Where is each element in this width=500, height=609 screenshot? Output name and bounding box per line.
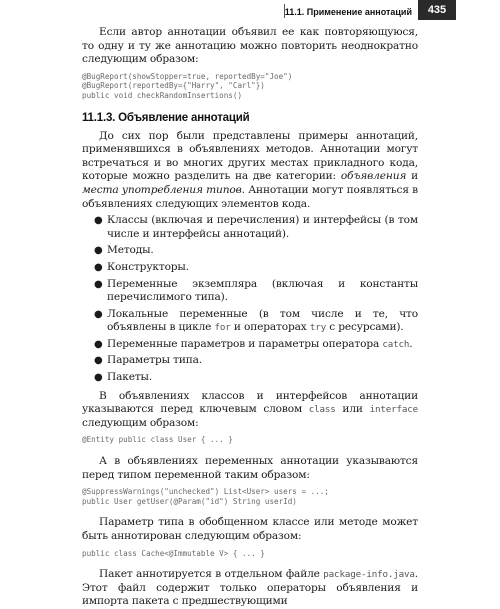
header-divider — [284, 4, 285, 18]
inline-code: try — [309, 322, 326, 334]
page-number: 435 — [418, 0, 456, 20]
code-line: @Entity public class User { ... } — [82, 435, 233, 445]
inline-code: catch — [382, 338, 410, 350]
list-item — [82, 261, 418, 275]
text-run: До сих пор были представлены примеры аннотаций, применявшихся в объявлениях методов. Аннотации могут встречаться и во многих других местах прикладного кода, которые можно разделить на две категории: — [82, 129, 418, 183]
section-title: 11.1.3. Объявление аннотаций — [82, 111, 250, 124]
bullet-icon: ● — [94, 355, 103, 367]
code-line: @BugReport(reportedBy={"Harry", "Carl"}) — [82, 81, 265, 91]
bullet-icon: ● — [94, 308, 103, 320]
paragraph-variable-annotations: А в объявлениях переменных аннотации указываются перед типом переменной таким образом: — [82, 455, 418, 481]
code-block-cache — [82, 549, 418, 559]
inline-code: interface — [369, 404, 418, 416]
page-body — [82, 26, 418, 609]
paragraph-annotation-places — [82, 130, 418, 212]
paragraph-type-parameter: Параметр типа в обобщенном классе или методе может быть аннотирован следующим образом: — [82, 516, 418, 542]
inline-code: package-info.java — [323, 569, 415, 581]
list-item-text: Переменные параметров и параметры оператора — [107, 337, 383, 350]
paragraph-package-annotations — [82, 568, 418, 609]
bullet-icon: ● — [94, 338, 103, 350]
list-item — [82, 278, 418, 305]
declarations-list — [82, 214, 418, 385]
running-header-section: 11.1. Применение аннотаций — [284, 7, 412, 17]
paragraph-class-annotations — [82, 390, 418, 431]
list-item — [82, 338, 418, 352]
list-item — [82, 354, 418, 368]
bullet-icon: ● — [94, 245, 103, 257]
code-line: @BugReport(showStopper=true, reportedBy="Joe") — [82, 71, 293, 81]
list-item-text: и операторах — [230, 321, 310, 334]
bullet-icon: ● — [94, 372, 103, 384]
paragraph-repeatable-annotation: Если автор аннотации объявил ее как повторяющуюся, то одну и ту же аннотацию можно повторить неоднократно следующим образом: — [82, 26, 418, 66]
bullet-icon: ● — [94, 261, 103, 273]
text-run: следующим образом: — [82, 416, 199, 429]
list-item-text: с ресурсами). — [326, 321, 404, 334]
list-item-text: Пакеты. — [107, 371, 153, 384]
list-item-text: Локальные переменные (в том числе и те, что объявлены в цикле — [107, 307, 418, 334]
emphasis-declarations: объявления — [340, 170, 407, 183]
text-run: Пакет аннотируется в отдельном файле — [99, 568, 324, 581]
bullet-icon: ● — [94, 278, 103, 290]
list-item — [82, 371, 418, 385]
list-item-text: Методы. — [107, 244, 154, 257]
text-run: или — [335, 403, 370, 416]
text-run: В объявлениях классов и интерфейсов аннотации указываются перед ключевым словом — [82, 389, 418, 416]
code-block-suppress-warnings — [82, 487, 418, 506]
list-item — [82, 214, 418, 241]
list-item-text: Параметры типа. — [107, 354, 203, 367]
code-line: public void checkRandomInsertions() — [82, 90, 243, 100]
inline-code: class — [308, 404, 336, 416]
list-item-text: Переменные экземпляра (включая и константы перечислимого типа). — [107, 277, 418, 304]
text-run: . Этот файл содержит только операторы объявления и импорта пакета с предшествующими — [82, 568, 418, 608]
emphasis-type-uses: места употребления типов — [82, 183, 242, 196]
list-item-text: . — [409, 337, 413, 350]
list-item-text: Конструкторы. — [107, 260, 189, 273]
list-item-text: Классы (включая и перечисления) и интерфейсы (в том числе и интерфейсы аннотаций). — [107, 214, 418, 240]
code-block-entity — [82, 435, 418, 445]
code-line: public class Cache<@Immutable V> { ... } — [82, 548, 265, 558]
bullet-icon: ● — [94, 215, 103, 227]
code-block-bugreport — [82, 72, 418, 101]
inline-code: for — [214, 322, 231, 334]
text-run: . Аннотации могут появляться в объявлениях следующих элементов кода. — [82, 183, 418, 210]
code-line: @SuppressWarnings("unchecked") List<User> users = ...; — [82, 487, 329, 497]
text-run: и — [406, 170, 418, 183]
list-item — [82, 308, 418, 335]
code-line: public User getUser(@Param("id") String userId) — [82, 496, 297, 506]
list-item — [82, 244, 418, 258]
